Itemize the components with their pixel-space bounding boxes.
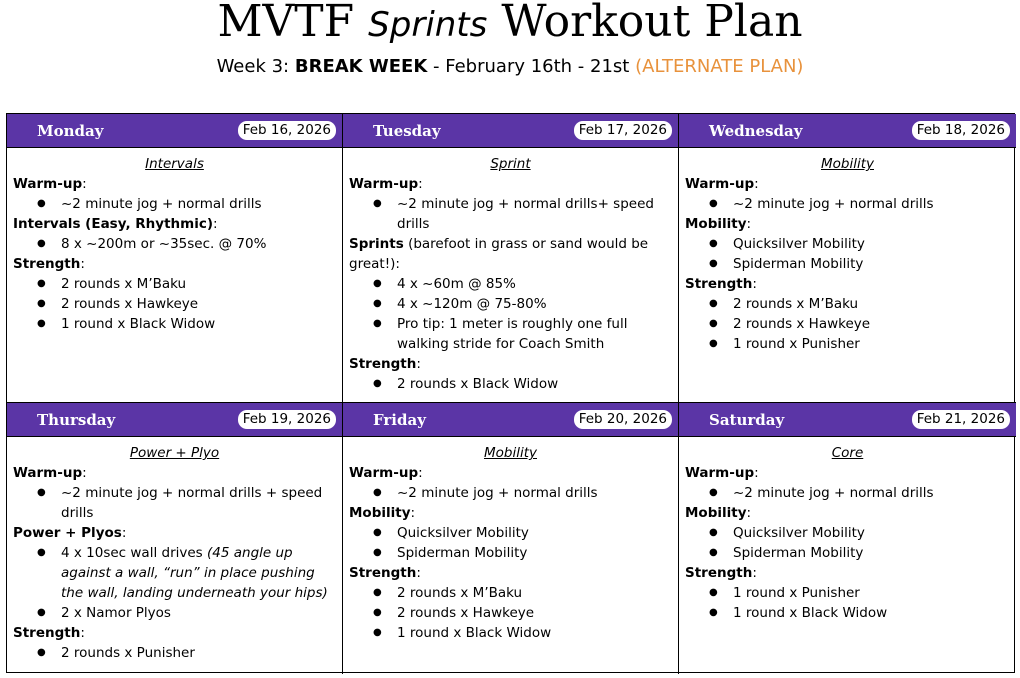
section-list <box>349 194 672 234</box>
section-list <box>13 194 336 214</box>
section-title: Warm-up <box>685 176 755 192</box>
section-title: Mobility <box>685 216 747 232</box>
item-text: 2 rounds x M’Baku <box>397 585 523 601</box>
item-text: 2 rounds x Hawkeye <box>61 296 199 312</box>
list-item <box>397 274 672 294</box>
title-part2: Workout Plan <box>501 0 803 47</box>
item-text: Quicksilver Mobility <box>733 525 865 541</box>
day-cell <box>7 148 343 403</box>
section-list <box>349 483 672 503</box>
section-title: Strength <box>685 276 753 292</box>
list-item <box>733 523 1010 543</box>
section-list <box>685 234 1010 274</box>
list-item <box>61 314 336 334</box>
section-title: Strength <box>349 565 417 581</box>
item-text: 1 round x Black Widow <box>397 625 552 641</box>
day-name: Saturday <box>709 410 785 429</box>
item-text: 4 x ~120m @ 75-80% <box>397 296 547 312</box>
day-header <box>7 403 343 437</box>
section-heading: Warm-up: <box>13 176 87 192</box>
item-text: ~2 minute jog + normal drills+ speed drills <box>397 196 654 232</box>
section-heading: Strength: <box>349 356 421 372</box>
section-title: Strength <box>13 256 81 272</box>
list-item <box>397 623 672 643</box>
item-text: 1 round x Black Widow <box>61 316 216 332</box>
section-title: Warm-up <box>349 465 419 481</box>
list-item <box>61 543 336 603</box>
item-text: 8 x ~200m or ~35sec. @ 70% <box>61 236 267 252</box>
day-focus: Power + Plyo <box>129 445 220 461</box>
section-list <box>13 543 336 623</box>
item-text: Quicksilver Mobility <box>733 236 865 252</box>
section-heading: Strength: <box>685 565 757 581</box>
list-item <box>397 194 672 234</box>
day-header <box>679 114 1016 148</box>
item-text: 1 round x Black Widow <box>733 605 888 621</box>
section-heading: Warm-up: <box>685 465 759 481</box>
section-list <box>13 483 336 523</box>
section-heading: Strength: <box>13 256 85 272</box>
list-item <box>397 483 672 503</box>
list-item <box>61 274 336 294</box>
section-title: Warm-up <box>13 465 83 481</box>
section-title: Strength <box>349 356 417 372</box>
section-list <box>13 643 336 663</box>
day-cell <box>343 437 679 674</box>
section-heading: Sprints (barefoot in grass or sand would be great!): <box>349 236 649 272</box>
day-header <box>343 403 679 437</box>
list-item <box>61 194 336 214</box>
date-badge: Feb 17, 2026 <box>574 121 672 140</box>
section-list <box>685 583 1010 623</box>
section-title: Intervals (Easy, Rhythmic) <box>13 216 214 232</box>
section-heading: Strength: <box>349 565 421 581</box>
day-focus: Sprint <box>490 156 531 172</box>
section-list <box>349 374 672 394</box>
title-script: Sprints <box>368 5 488 45</box>
list-item <box>733 314 1010 334</box>
list-item <box>61 643 336 663</box>
item-text: ~2 minute jog + normal drills + speed drills <box>61 485 323 521</box>
date-badge: Feb 16, 2026 <box>238 121 336 140</box>
list-item <box>397 603 672 623</box>
day-name: Thursday <box>37 410 116 429</box>
item-text: ~2 minute jog + normal drills <box>733 485 934 501</box>
list-item <box>61 603 336 623</box>
section-title: Warm-up <box>13 176 83 192</box>
section-heading: Mobility: <box>685 216 752 232</box>
section-title: Strength <box>13 625 81 641</box>
workout-grid <box>6 113 1015 673</box>
day-header <box>679 403 1016 437</box>
section-list <box>349 583 672 643</box>
day-header <box>7 114 343 148</box>
list-item <box>733 543 1010 563</box>
list-item <box>733 603 1010 623</box>
item-text: Quicksilver Mobility <box>397 525 529 541</box>
section-list <box>349 523 672 563</box>
section-heading: Mobility: <box>685 505 752 521</box>
list-item <box>61 234 336 254</box>
list-item <box>733 294 1010 314</box>
section-note: (barefoot in grass or sand would be great!) <box>349 236 649 272</box>
list-item <box>733 194 1010 214</box>
item-text: 1 round x Punisher <box>733 336 860 352</box>
section-list <box>685 483 1010 503</box>
date-badge: Feb 20, 2026 <box>574 410 672 429</box>
day-name: Wednesday <box>709 121 803 140</box>
section-list <box>13 234 336 254</box>
section-heading: Warm-up: <box>685 176 759 192</box>
day-focus: Core <box>831 445 864 461</box>
section-heading: Power + Plyos: <box>13 525 127 541</box>
title-part1: MVTF <box>217 0 355 47</box>
section-title: Mobility <box>349 505 411 521</box>
date-badge: Feb 18, 2026 <box>912 121 1010 140</box>
list-item <box>61 294 336 314</box>
list-item <box>397 523 672 543</box>
subtitle-alt: (ALTERNATE PLAN) <box>635 56 804 77</box>
section-title: Power + Plyos <box>13 525 122 541</box>
item-text: ~2 minute jog + normal drills <box>397 485 598 501</box>
day-name: Monday <box>37 121 104 140</box>
day-focus: Intervals <box>145 156 204 172</box>
day-header <box>343 114 679 148</box>
item-text: 1 round x Punisher <box>733 585 860 601</box>
section-heading: Strength: <box>13 625 85 641</box>
day-cell <box>679 148 1016 403</box>
item-text: ~2 minute jog + normal drills <box>733 196 934 212</box>
section-heading: Mobility: <box>349 505 416 521</box>
day-cell <box>679 437 1016 674</box>
section-heading: Warm-up: <box>349 176 423 192</box>
date-badge: Feb 19, 2026 <box>238 410 336 429</box>
section-list <box>13 274 336 334</box>
item-text: Spiderman Mobility <box>733 256 864 272</box>
list-item <box>733 483 1010 503</box>
item-text: Spiderman Mobility <box>397 545 528 561</box>
list-item <box>397 294 672 314</box>
item-note: (45 angle up against a wall, “run” in place pushing the wall, landing underneath your hips) <box>61 545 328 601</box>
item-text: 2 rounds x M’Baku <box>61 276 187 292</box>
section-title: Sprints <box>349 236 404 252</box>
section-list <box>349 274 672 354</box>
item-text: Spiderman Mobility <box>733 545 864 561</box>
date-badge: Feb 21, 2026 <box>912 410 1010 429</box>
list-item <box>397 543 672 563</box>
subtitle-prefix: Week 3: <box>216 56 290 77</box>
day-cell <box>7 437 343 674</box>
section-heading: Warm-up: <box>13 465 87 481</box>
list-item <box>61 483 336 523</box>
day-name: Friday <box>373 410 426 429</box>
list-item <box>397 314 672 354</box>
item-text: 4 x ~60m @ 85% <box>397 276 516 292</box>
section-title: Mobility <box>685 505 747 521</box>
section-heading: Strength: <box>685 276 757 292</box>
page-title <box>0 0 1020 47</box>
item-text: 2 rounds x Punisher <box>61 645 195 661</box>
list-item <box>397 374 672 394</box>
list-item <box>733 234 1010 254</box>
day-focus: Mobility <box>820 156 874 172</box>
day-name: Tuesday <box>373 121 441 140</box>
section-heading: Warm-up: <box>349 465 423 481</box>
day-focus: Mobility <box>483 445 537 461</box>
list-item <box>397 583 672 603</box>
subtitle-bold: BREAK WEEK <box>294 56 428 77</box>
item-text: ~2 minute jog + normal drills <box>61 196 262 212</box>
list-item <box>733 334 1010 354</box>
item-text: 2 rounds x Hawkeye <box>397 605 535 621</box>
section-heading: Intervals (Easy, Rhythmic): <box>13 216 218 232</box>
section-title: Warm-up <box>685 465 755 481</box>
section-list <box>685 294 1010 354</box>
list-item <box>733 254 1010 274</box>
item-text: 2 rounds x M’Baku <box>733 296 859 312</box>
subtitle-dates: - February 16th - 21st <box>433 56 630 77</box>
item-text: 2 rounds x Hawkeye <box>733 316 871 332</box>
item-text: Pro tip: 1 meter is roughly one full walking stride for Coach Smith <box>397 316 628 352</box>
item-text: 4 x 10sec wall drives <box>61 545 207 561</box>
day-cell <box>343 148 679 403</box>
section-title: Warm-up <box>349 176 419 192</box>
item-text: 2 x Namor Plyos <box>61 605 171 621</box>
section-list <box>685 194 1010 214</box>
item-text: 2 rounds x Black Widow <box>397 376 559 392</box>
page-subtitle <box>0 55 1020 79</box>
section-list <box>685 523 1010 563</box>
list-item <box>733 583 1010 603</box>
section-title: Strength <box>685 565 753 581</box>
